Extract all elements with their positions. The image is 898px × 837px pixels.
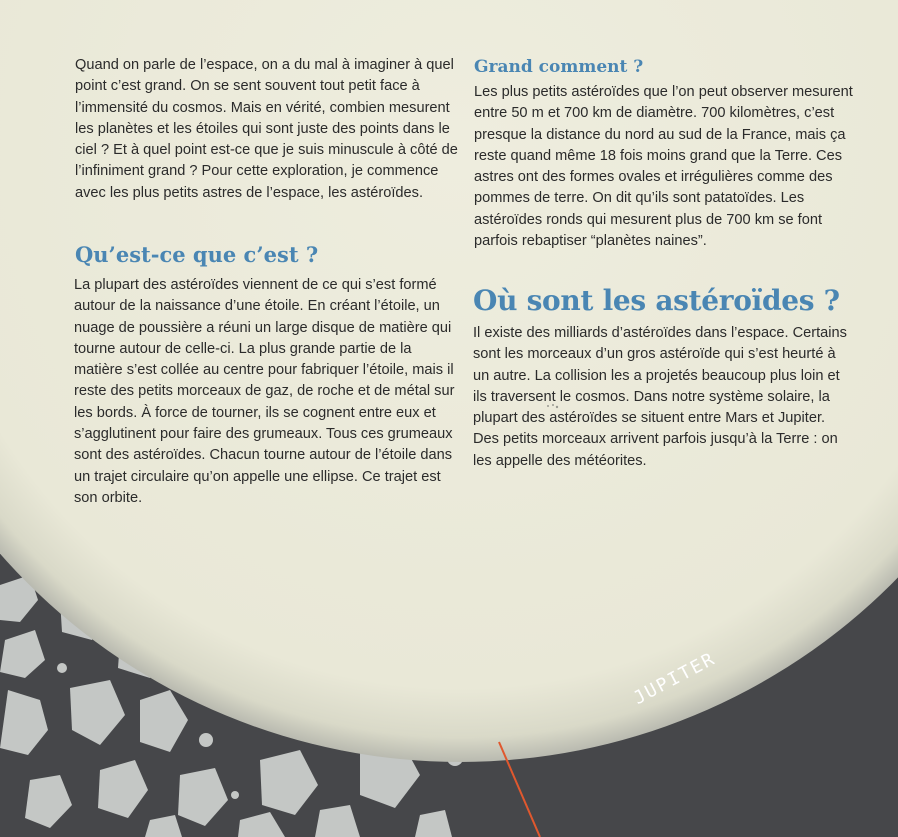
heading-where: Où sont les astéroïdes ?: [473, 284, 840, 317]
intro-block: [75, 55, 465, 204]
jupiter-label: JUPITER: [630, 648, 720, 709]
intro-paragraph: Quand on parle de l’espace, on a du mal à imaginer à quel point c’est grand. On se sent souvent tout petit face à l’immensité du cosmos. Mais en vérité, combien mesurent les planètes et les étoiles qui sont juste des points dans le ciel ? Et à quel point est-ce que je suis minuscule à côté de l’infiniment grand ? Pour cette exploration, je commence avec les plus petits astres de l’espace, les astéroïdes.: [75, 57, 458, 201]
size-paragraph: Les plus petits astéroïdes que l’on peut observer mesurent entre 50 m et 700 km de diamètre. 700 kilomètres, c’est presque la distance du nord au sud de la France, mais ça reste quand même 18 fois moins grand que la Terre. Ces astres ont des formes ovales et irrégulières comme des pommes de terre. On dit qu’ils sont patatoïdes. Les astéroïdes ronds qui mesurent plus de 700 km se font parfois rebaptiser “planètes naines”.: [474, 84, 853, 250]
what-paragraph: La plupart des astéroïdes viennent de ce qui s’est formé autour de la naissance d’une étoile. En créant l’étoile, un nuage de poussière a réuni un large disque de matière qui tourne autour de celle-ci. La plus grande partie de la matière s’est collée au centre pour fabriquer l’étoile, mais il reste des petits morceaux de gaz, de roche et de métal sur les bords. À force de tourner, ils se cognent entre eux et s’agglutinent pour faire des grumeaux. Tous ces grumeaux sont des astéroïdes. Chacun tourne autour de l’étoile dans un trajet circulaire qu’on appelle une ellipse. Ce trajet est son orbite.: [74, 277, 455, 506]
heading-size: Grand comment ?: [474, 57, 644, 77]
what-block: [74, 275, 459, 509]
heading-what: Qu’est-ce que c’est ?: [75, 242, 319, 267]
size-block: [474, 82, 854, 252]
where-block: [473, 323, 853, 472]
where-paragraph: Il existe des milliards d’astéroïdes dans l’espace. Certains sont les morceaux d’un gros astéroïde qui s’est heurté à un autre. La collision les a projetés beaucoup plus loin et ils traversent le cosmos. Dans notre système solaire, la plupart des astéroïdes se situent entre Mars et Jupiter. Des petits morceaux arrivent parfois jusqu’à la Terre : on les appelle des météorites.: [473, 325, 847, 469]
